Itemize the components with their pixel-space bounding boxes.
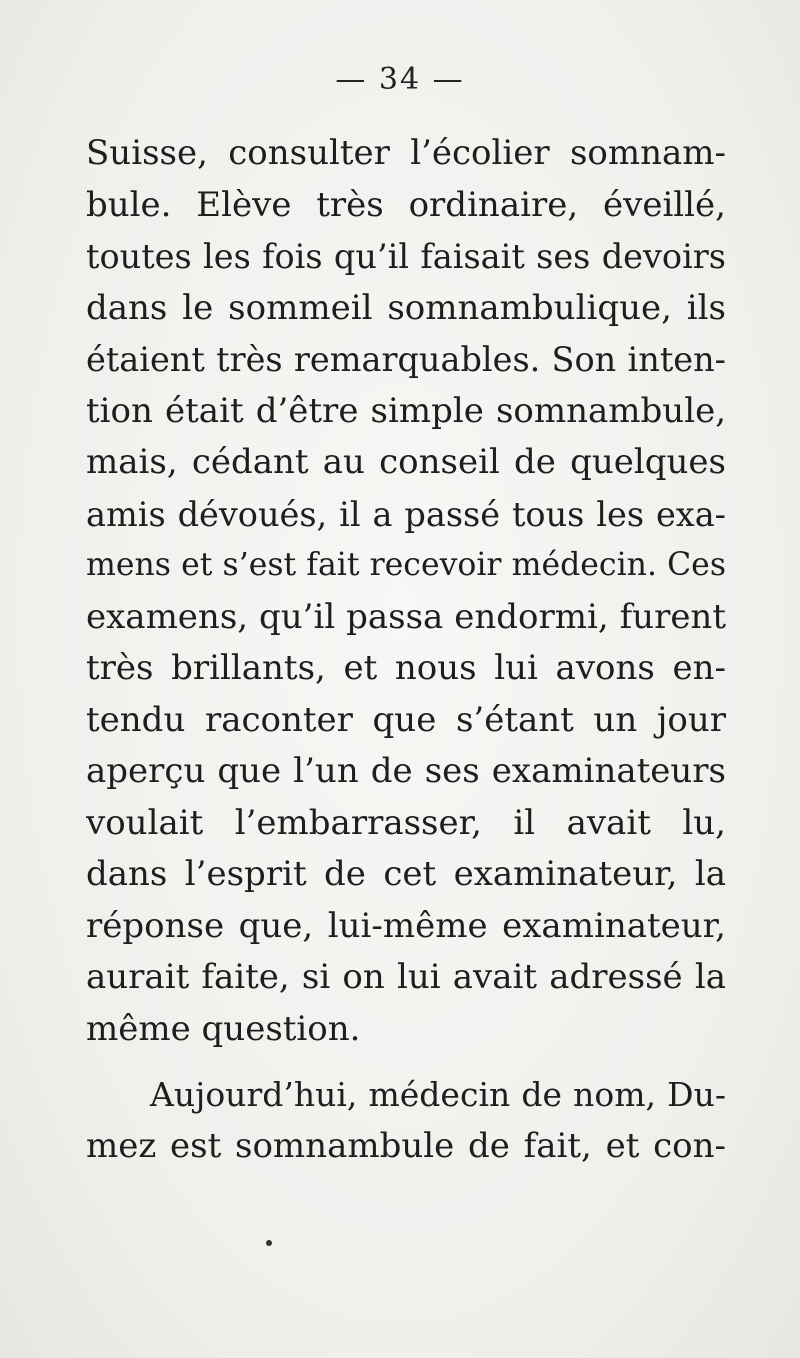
text-line: aurait faite, si on lui avait adressé la [86, 957, 726, 997]
text-line: tendu raconter que s’étant un jour [86, 699, 726, 740]
text-line: étaient très remarquables. Son inten- [86, 340, 726, 379]
text-line: amis dévoués, il a passé tous les exa- [86, 494, 726, 534]
text-line: bule. Elève très ordinaire, éveillé, [86, 184, 726, 225]
text-line: mais, cédant au conseil de quelques [86, 442, 726, 482]
text-line: Suisse, consulter l’écolier somnam- [86, 133, 726, 173]
text-line: dans le sommeil somnambulique, ils [86, 287, 726, 328]
body-text [86, 128, 726, 1172]
text-line: examens, qu’il passa endormi, furent [86, 596, 726, 637]
text-line: aperçu que l’un de ses examinateurs [86, 751, 726, 791]
text-line: mez est somnambule de fait, et con- [86, 1125, 726, 1166]
text-line: mens et s’est fait recevoir médecin. Ces [86, 547, 726, 583]
text-line: même question. [86, 1008, 361, 1049]
text-line: tion était d’être simple somnambule, [86, 390, 726, 431]
page-number: — 34 — [335, 62, 465, 97]
text-line: voulait l’embarrasser, il avait lu, [86, 802, 726, 843]
text-line: dans l’esprit de cet examinateur, la [86, 854, 726, 894]
text-line: toutes les fois qu’il faisait ses devoirs [86, 237, 726, 276]
ink-speck [266, 1240, 272, 1246]
text-line: Aujourd’hui, médecin de nom, Du- [150, 1075, 726, 1114]
text-line: réponse que, lui-même examinateur, [86, 905, 726, 946]
text-line: très brillants, et nous lui avons en- [86, 648, 726, 688]
